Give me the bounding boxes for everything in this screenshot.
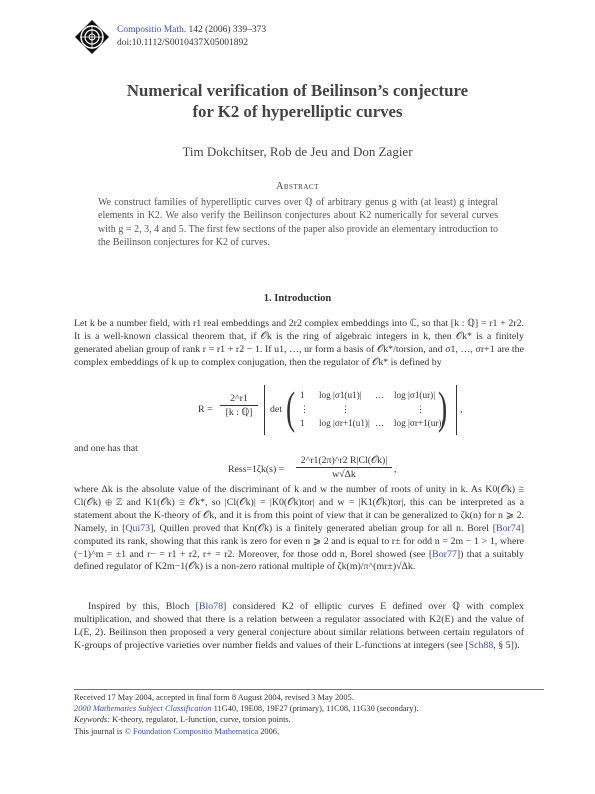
keywords: K-theory, regulator, L-function, curve, torsion points.	[109, 715, 291, 725]
matrix-col-2	[319, 388, 370, 430]
formula1-fraction	[220, 393, 258, 418]
msc-line	[74, 703, 544, 714]
formula1-denominator: [k : ℚ]	[225, 407, 253, 418]
formula1-end: ,	[460, 404, 463, 415]
matrix-cell: …	[375, 418, 385, 428]
matrix-cell: log |σ1(u1)|	[319, 390, 362, 400]
paragraph-1: Let k be a number field, with r1 real embeddings and 2r2 complex embeddings into ℂ, so that [k : ℚ] = r1 + 2r2. It is a well-known classical theorem that, if 𝒪k is the ring of algebraic integers in k, then 𝒪k* is a finitely generated abelian group of rank r = r1 + r2 − 1. If u1, …, ur form a basis of 𝒪k*/torsion, and σ1, …, σr+1 are the complex embeddings of k up to complex conjugation, then the regulator of 𝒪k* is defined by	[74, 318, 524, 368]
section-heading: 1. Introduction	[263, 293, 332, 304]
matrix-cell: ⋮	[341, 404, 351, 414]
citation-bor74[interactable]: Bor74	[496, 522, 521, 534]
matrix-right-paren: )	[438, 382, 448, 433]
formula2-fraction	[296, 455, 392, 480]
matrix-cell: ⋮	[300, 404, 310, 414]
keywords-label: Keywords:	[74, 715, 110, 725]
copyright-prefix: This journal is	[74, 726, 125, 736]
matrix-left-paren: (	[286, 382, 296, 433]
formula1-numerator: 2^r1	[220, 393, 258, 406]
matrix-cell	[375, 402, 384, 416]
title-line-1: Numerical verification of Beilinson’s conjecture	[126, 81, 469, 100]
matrix-cell: 1	[300, 418, 305, 428]
paragraph-3	[74, 484, 524, 574]
matrix-col-4	[394, 388, 443, 430]
citation-blo78[interactable]: Blo78	[198, 601, 224, 612]
copyright-suffix: 2006.	[258, 726, 280, 736]
formula1-lhs: R =	[198, 404, 213, 415]
formula2-numerator: 2^r1(2π)^r2 R|Cl(𝒪k)|	[296, 455, 392, 468]
matrix-cell: …	[375, 390, 385, 400]
formula2-end: ,	[394, 464, 397, 475]
matrix-col-3	[375, 388, 384, 430]
journal-header	[117, 24, 266, 50]
abs-bar-right	[456, 385, 457, 435]
abs-bar-left	[264, 385, 265, 435]
matrix-col-1	[300, 388, 309, 430]
p3-text-a: where Δk is the absolute value of the discriminant of k and w the number of roots of unity in k. As K0(𝒪k) ≅ Cl(𝒪k) ⊕ ℤ and K1(𝒪k) ≅ 𝒪k*, so |Cl(𝒪k)| = |K0(𝒪k)tor| and w = |K1(𝒪k)tor|, this can be interpreted as a statement about the K-theory of 𝒪k, and it is from this point of view that it can be generalized to ζk(n) for n ⩾ 2. Namely, in [	[74, 484, 524, 534]
residue-formula	[228, 455, 428, 485]
citation-bor77[interactable]: Bor77	[432, 548, 457, 560]
formula2-lhs: Ress=1ζk(s) =	[228, 464, 285, 475]
p3-text-d: ]) that a suitably defined regulator of K2m−1(𝒪k) is a non-zero rational multiple of ζk(m)/π^(mr±)√Δk.	[74, 548, 524, 573]
paper-title	[0, 80, 595, 122]
journal-logo-icon	[74, 20, 110, 54]
p4-text-b: ] considered K2 of elliptic curves E defined over ℚ with complex multiplication, and showed that there is a relation between a regulator associated with K2(E) and the value of L(E, 2). Beilinson then proposed a very general conjecture about similar relations between certain regulators of K-groups of projective varieties over number fields and values of their L-functions at integers (see [	[74, 601, 524, 651]
footer-rule	[74, 689, 544, 690]
matrix-cell: 1	[300, 390, 305, 400]
paragraph-4	[74, 601, 524, 653]
regulator-formula	[198, 381, 468, 439]
msc-link[interactable]: 2000 Mathematics Subject Classification	[74, 704, 212, 714]
matrix-cell: log |σ1(ur)|	[394, 390, 436, 400]
formula2-denominator: w√Δk	[332, 469, 356, 480]
matrix-cell: log |σr+1(u1)|	[319, 418, 370, 428]
paragraph-2: and one has that	[74, 443, 138, 454]
citation-qui73[interactable]: Qui73	[125, 522, 151, 534]
title-line-2: for K2 of hyperelliptic curves	[192, 102, 403, 121]
formula1-det: det	[270, 404, 282, 415]
p3-text-b: ], Quillen proved that Kn(𝒪k) is a finitely generated abelian group for all n. Borel [	[150, 522, 497, 534]
p4-text-c: , § 5]).	[493, 639, 520, 651]
keywords-line	[74, 714, 544, 725]
received-dates: Received 17 May 2004, accepted in final form 8 August 2004, revised 3 May 2005.	[74, 693, 354, 702]
journal-citation: 142 (2006) 339–373	[186, 25, 267, 35]
footer	[74, 692, 544, 737]
citation-sch88[interactable]: Sch88	[468, 639, 494, 651]
abstract-heading: Abstract	[276, 181, 319, 192]
authors: Tim Dokchitser, Rob de Jeu and Don Zagier	[182, 144, 413, 159]
p4-text-a: Inspired by this, Bloch [	[88, 601, 199, 612]
copyright-link[interactable]: © Foundation Compositio Mathematica	[124, 726, 259, 736]
copyright-line	[74, 726, 544, 737]
matrix-cell: log |σr+1(ur)|	[394, 418, 444, 428]
p3-text-c: ] computed its rank, showing that this rank is zero for even n ⩾ 2 and is equal to r± for odd n = 2m − 1 > 1, where (−1)^m = ±1 and r− = r1 + r2, r+ = r2. Moreover, for those odd n, Borel showed (see [	[74, 522, 524, 560]
matrix-cell: ⋮	[416, 404, 426, 414]
abstract-text: We construct families of hyperelliptic curves over ℚ of arbitrary genus g with (at least) g integral elements in K2. We also verify the Beilinson conjectures about K2 numerically for several curves with g = 2, 3, 4 and 5. The first few sections of the paper also provide an elementary introduction to the Beilinson conjectures for K2 of curves.	[98, 197, 498, 248]
msc-codes: 11G40, 19E08, 19F27 (primary), 11C08, 11G30 (secondary).	[211, 704, 419, 714]
journal-link[interactable]: Compositio Math.	[117, 25, 187, 35]
doi: doi:10.1112/S0010437X05001892	[117, 38, 248, 48]
